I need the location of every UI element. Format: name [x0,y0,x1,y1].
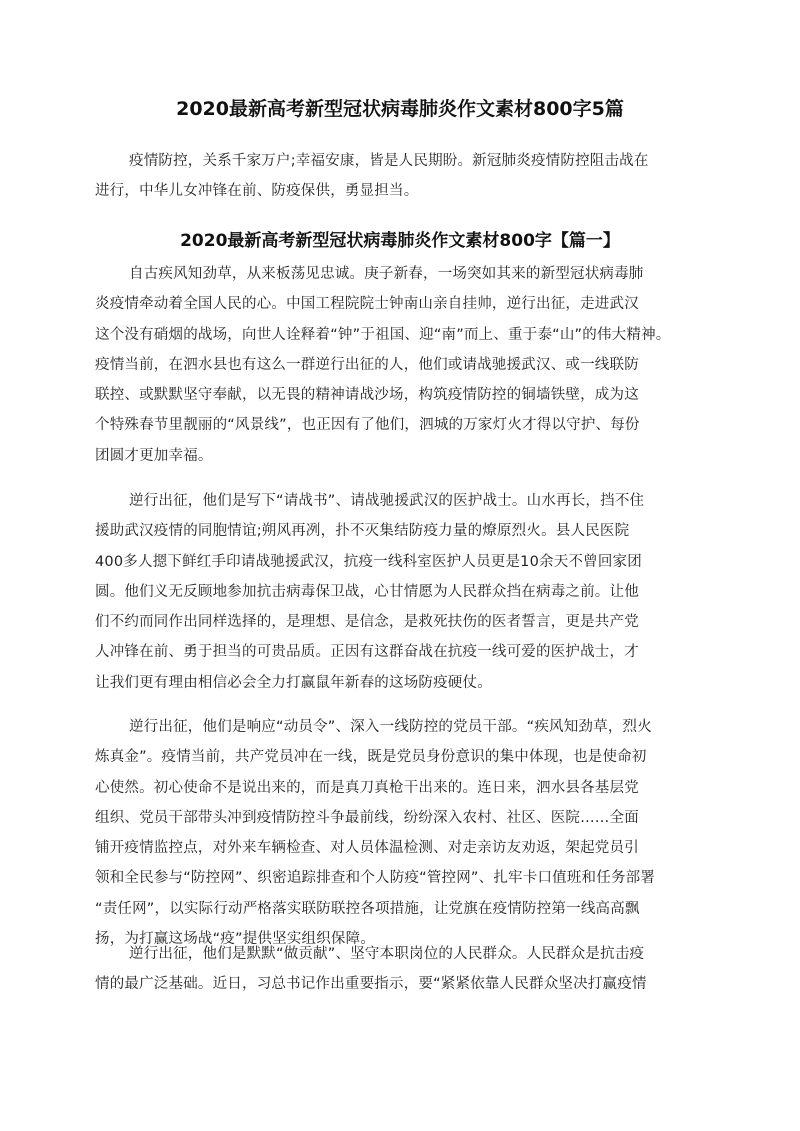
paragraph-line: 进行，中华儿女冲锋在前、防疫保供，勇显担当。 [95,183,419,200]
paragraph-1 [95,259,715,471]
paragraph-2 [95,486,715,698]
paragraph-line: 组织、党员干部带头冲到疫情防控斗争最前线，纷纷深入农村、社区、医院……全面 [95,809,639,826]
paragraph-line: 逆行出征，他们是响应“动员令”、深入一线防控的党员干部。“疾风知劲草，烈火 [129,719,652,735]
paragraph-line: 团圆才更加幸福。 [95,447,213,464]
paragraph-line: 炎疫情牵动着全国人民的心。中国工程院院士钟南山亲自挂帅，逆行出征，走进武汉 [95,296,639,313]
paragraph-line: 让我们更有理由相信必会全力打赢鼠年新春的这场防疫硬仗。 [95,674,492,691]
paragraph-line: 扬，为打赢这场战“疫”提供坚实组织保障。 [95,931,376,948]
paragraph-line: 人冲锋在前、勇于担当的可贵品质。正因有这群奋战在抗疫一线可爱的医护战士，才 [95,644,639,661]
paragraph-line: 疫情当前，在泗水县也有这么一群逆行出征的人，他们或请战驰援武汉、或一线联防 [95,356,639,373]
section-title: 2020最新高考新型冠状病毒肺炎作文素材800字【篇一】 [180,231,620,251]
paragraph-line: 领和全民参与“防控网”、织密追踪排查和个人防疫“管控网”、扎牢卡口值班和任务部署 [95,870,656,887]
paragraph-line: 疫情防控，关系千家万户;幸福安康，皆是人民期盼。新冠肺炎疫情防控阻击战在 [129,153,649,169]
paragraph-line: 个特殊春节里靓丽的“风景线”，也正因有了他们，泗城的万家灯火才得以守护、每份 [95,417,640,434]
intro-paragraph [95,146,715,207]
paragraph-line: 情的最广泛基础。近日，习总书记作出重要指示，要“紧紧依靠人民群众坚决打赢疫情 [95,976,647,993]
paragraph-line: 联控、或默默坚守奉献，以无畏的精神请战沙场，构筑疫情防控的铜墙铁壁，成为这 [95,387,639,404]
paragraph-4 [95,939,715,1000]
paragraph-line: 这个没有硝烟的战场，向世人诠释着“钟”于祖国、迎“南”而上、重于泰“山”的伟大精神。 [95,326,671,343]
paragraph-line: 炼真金”。疫情当前，共产党员冲在一线，既是党员身份意识的集中体现，也是使命初 [95,749,647,766]
paragraph-line: 圆。他们义无反顾地参加抗击病毒保卫战，心甘情愿为人民群众挡在病毒之前。让他 [95,583,639,600]
paragraph-line: 逆行出征，他们是默默“做贡献”、坚守本职岗位的人民群众。人民群众是抗击疫 [129,946,645,962]
paragraph-line: 援助武汉疫情的同胞情谊;朔风再冽，扑不灭集结防疫力量的燎原烈火。县人民医院 [95,523,630,540]
paragraph-line: 逆行出征，他们是写下“请战书”、请战驰援武汉的医护战士。山水再长，挡不住 [129,493,645,509]
document-title: 2020最新高考新型冠状病毒肺炎作文素材800字5篇 [176,98,624,120]
paragraph-line: “责任网”，以实际行动严格落实联防联控各项措施，让党旗在疫情防控第一线高高飘 [95,900,640,917]
paragraph-line: 400多人摁下鲜红手印请战驰援武汉，抗疫一线科室医护人员更是10余天不曾回家团 [95,553,642,570]
paragraph-line: 们不约而同作出同样选择的，是理想、是信念，是救死扶伤的医者誓言，更是共产党 [95,614,639,631]
paragraph-line: 自古疾风知劲草，从来板荡见忠诚。庚子新春，一场突如其来的新型冠状病毒肺 [129,266,644,282]
paragraph-3 [95,712,715,954]
paragraph-line: 心使然。初心使命不是说出来的，而是真刀真枪干出来的。连日来，泗水县各基层党 [95,779,639,796]
paragraph-line: 铺开疫情监控点，对外来车辆检查、对人员体温检测、对走亲访友劝返，架起党员引 [95,840,639,857]
